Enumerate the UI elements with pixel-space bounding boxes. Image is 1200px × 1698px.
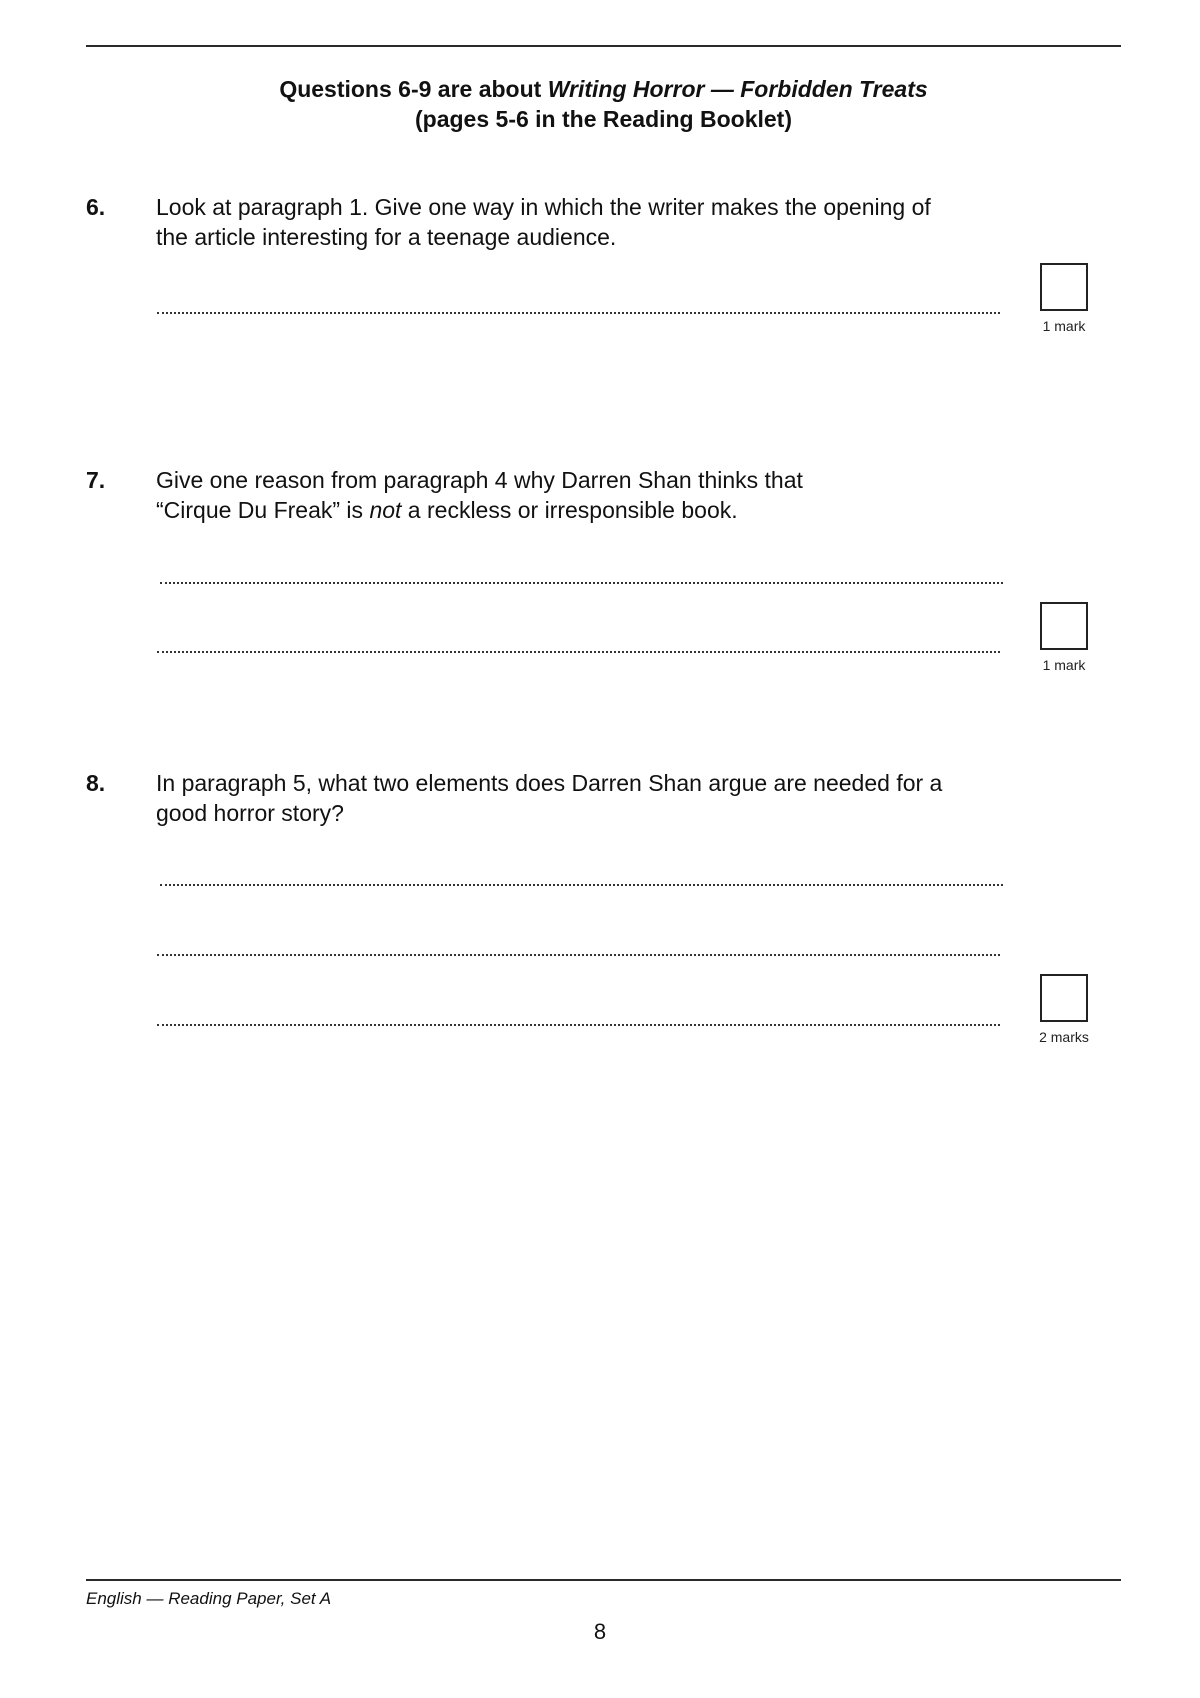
question-text-emphasis: not xyxy=(369,497,402,523)
page-number: 8 xyxy=(593,1619,607,1644)
mark-box[interactable] xyxy=(1040,263,1088,311)
question-number: 7. xyxy=(86,467,106,493)
footer-paper-title: English — Reading Paper, Set A xyxy=(86,1589,332,1608)
question-number: 6. xyxy=(86,194,106,220)
question-text xyxy=(156,768,1016,828)
question-number: 8. xyxy=(86,770,106,796)
question-text xyxy=(156,192,1016,252)
mark-box[interactable] xyxy=(1040,602,1088,650)
section-header-line1 xyxy=(86,74,1121,104)
question-text-line: Look at paragraph 1. Give one way in which the writer makes the opening of xyxy=(156,194,931,220)
mark-label: 1 mark xyxy=(1042,657,1086,673)
question-text xyxy=(156,465,1016,525)
question-text-line: Give one reason from paragraph 4 why Darren Shan thinks that xyxy=(156,467,803,493)
answer-line[interactable] xyxy=(157,1024,1000,1026)
question-text-line xyxy=(156,495,1016,525)
booklet-article-title: Writing Horror — Forbidden Treats xyxy=(547,76,928,102)
footer-rule xyxy=(86,1579,1121,1581)
mark-label: 1 mark xyxy=(1042,318,1086,334)
section-header xyxy=(86,74,1121,134)
question-text-line: In paragraph 5, what two elements does Darren Shan argue are needed for a xyxy=(156,770,943,796)
mark-label: 2 marks xyxy=(1039,1029,1089,1045)
question-text-part: “Cirque Du Freak” is xyxy=(156,497,370,523)
answer-line[interactable] xyxy=(157,312,1000,314)
mark-box[interactable] xyxy=(1040,974,1088,1022)
answer-line[interactable] xyxy=(160,884,1003,886)
answer-line[interactable] xyxy=(157,954,1000,956)
top-rule xyxy=(86,45,1121,47)
section-header-prefix: Questions 6-9 are about xyxy=(279,76,548,102)
answer-line[interactable] xyxy=(160,582,1003,584)
section-header-line2: (pages 5-6 in the Reading Booklet) xyxy=(415,106,792,132)
question-text-part: a reckless or irresponsible book. xyxy=(401,497,738,523)
answer-line[interactable] xyxy=(157,651,1000,653)
question-text-line: good horror story? xyxy=(156,800,344,826)
question-text-line: the article interesting for a teenage audience. xyxy=(156,224,617,250)
